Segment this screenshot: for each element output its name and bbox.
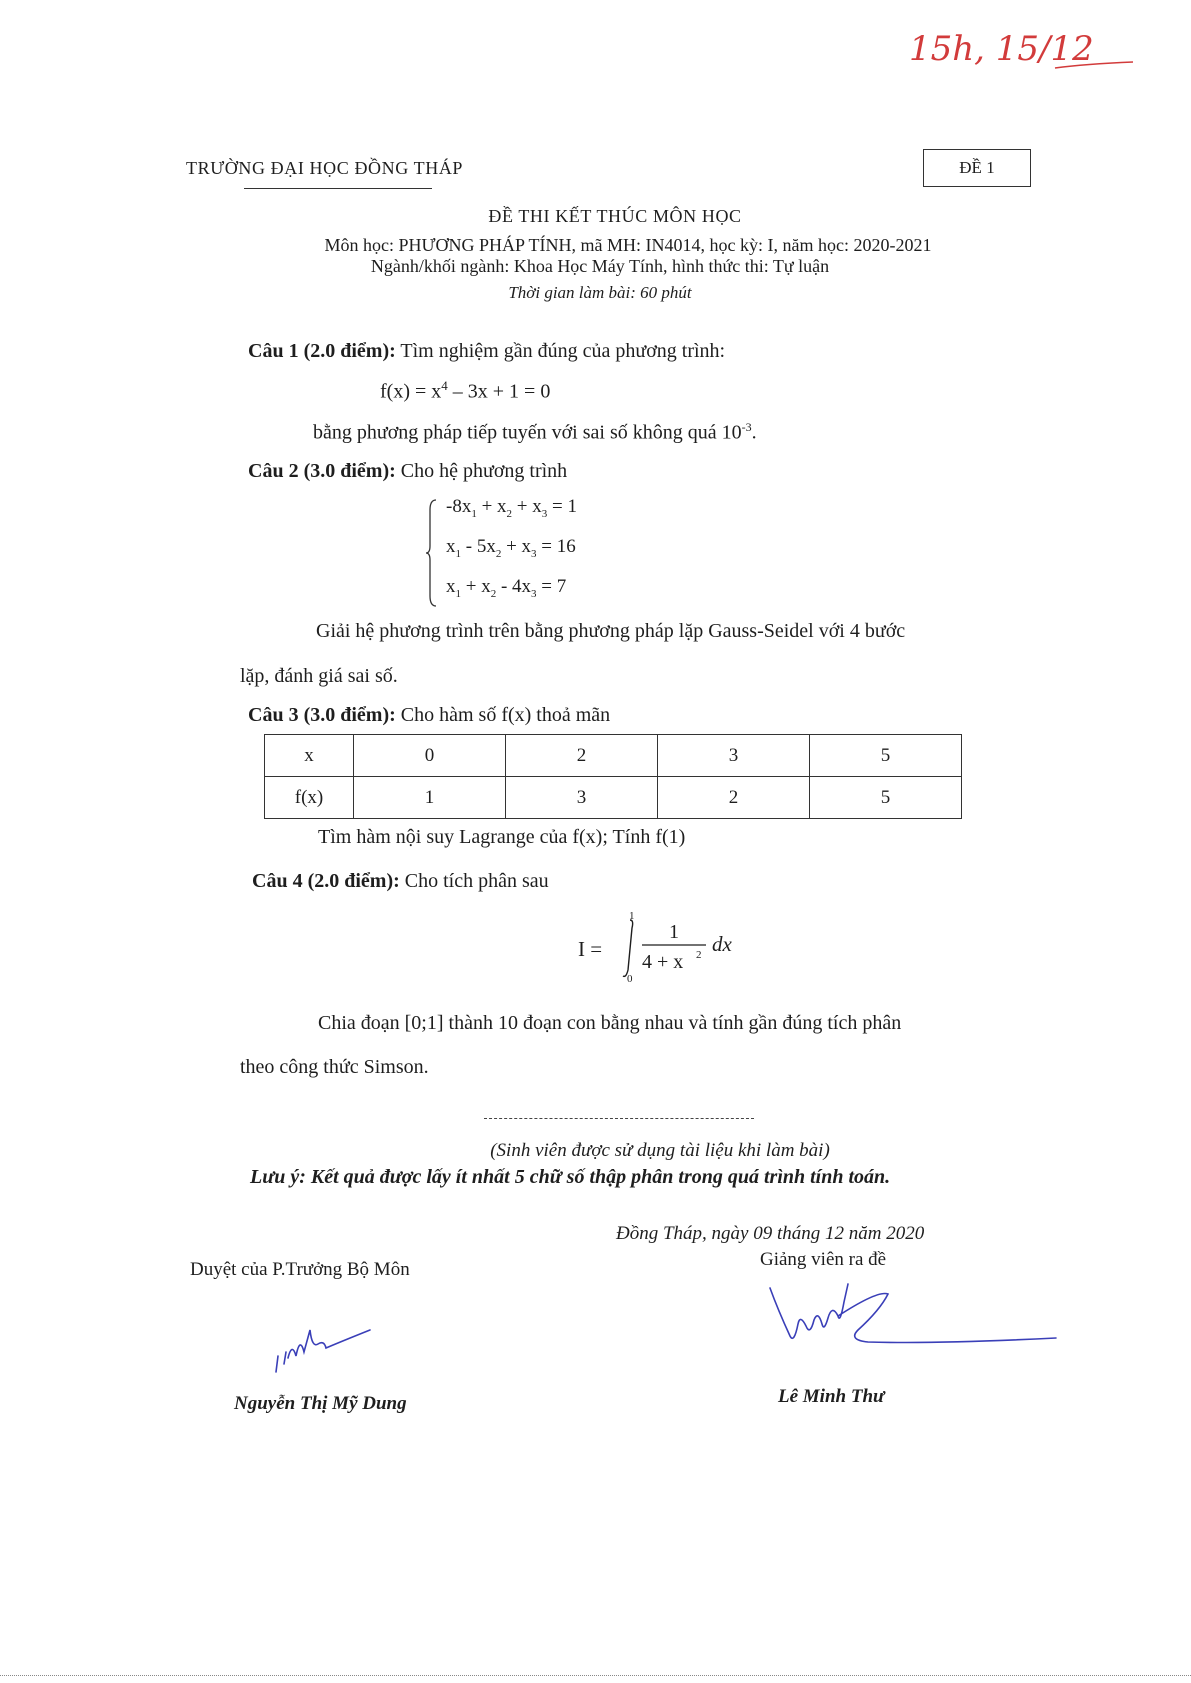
table-cell: 0 bbox=[354, 735, 506, 777]
integral-numerator: 1 bbox=[669, 921, 679, 943]
major-info: Ngành/khối ngành: Khoa Học Máy Tính, hình thức thi: Tự luận bbox=[370, 256, 830, 276]
table-cell: f(x) bbox=[265, 777, 354, 819]
q1-tolerance-end: . bbox=[751, 421, 757, 444]
integral-dx: dx bbox=[712, 932, 732, 956]
question-4 bbox=[252, 870, 549, 893]
question-4-text-3: theo công thức Simson. bbox=[240, 1056, 429, 1078]
lecturer-title: Giảng viên ra đề bbox=[760, 1249, 887, 1270]
system-equation-3: $x_1 + x_2 - 4x_3 = 7$ bbox=[446, 576, 567, 600]
lecturer-name: Lê Minh Thư bbox=[778, 1386, 885, 1407]
integral-upper-limit: 1 bbox=[629, 910, 635, 922]
question-4-text-2: Chia đoạn [0;1] thành 10 đoạn con bằng nhau và tính gần đúng tích phân bbox=[318, 1012, 902, 1034]
q1-tolerance-text: bằng phương pháp tiếp tuyến với sai số không quá 10 bbox=[313, 421, 742, 444]
divider-dashes bbox=[484, 1118, 754, 1119]
handwritten-note-text: 15h, 15/12 bbox=[909, 29, 1094, 69]
eq-left: f(x) = x bbox=[380, 380, 442, 403]
question-4-label: Câu 4 (2.0 điểm): bbox=[252, 870, 400, 892]
school-underline bbox=[244, 188, 432, 189]
question-2-text-2: Giải hệ phương trình trên bằng phương pháp lặp Gauss-Seidel với 4 bước bbox=[316, 620, 906, 642]
system-brace bbox=[425, 498, 437, 608]
question-2-text-3: lặp, đánh giá sai số. bbox=[240, 665, 398, 687]
table-row-x bbox=[265, 735, 962, 777]
note: Lưu ý: Kết quả được lấy ít nhất 5 chữ số thập phân trong quá trình tính toán. bbox=[250, 1166, 891, 1188]
system-equation-2: $x_1 - 5x_2 + x_3 = 16$ bbox=[446, 536, 576, 560]
question-1-text-2 bbox=[313, 420, 757, 445]
integral-lhs: I = bbox=[578, 937, 603, 961]
question-2 bbox=[248, 460, 567, 483]
approver-signature bbox=[270, 1312, 380, 1382]
school-name: TRƯỜNG ĐẠI HỌC ĐỒNG THÁP bbox=[186, 158, 464, 178]
integral-formula bbox=[578, 908, 748, 983]
exam-code-box: ĐỀ 1 bbox=[923, 149, 1031, 187]
question-1 bbox=[248, 340, 725, 363]
integral-denominator: 4 + x bbox=[642, 951, 684, 973]
approver-name: Nguyễn Thị Mỹ Dung bbox=[234, 1393, 407, 1414]
table-cell: 5 bbox=[810, 735, 962, 777]
question-4-text: Cho tích phân sau bbox=[404, 870, 549, 892]
table-cell: 2 bbox=[506, 735, 658, 777]
question-2-text: Cho hệ phương trình bbox=[400, 460, 568, 482]
exam-title: ĐỀ THI KẾT THÚC MÔN HỌC bbox=[488, 206, 742, 226]
q1-tolerance-exp: -3 bbox=[741, 420, 752, 434]
table-cell: 5 bbox=[810, 777, 962, 819]
eq-exponent: 4 bbox=[441, 378, 448, 393]
system-equation-1: $-8x_1 + x_2 + x_3 = 1$ bbox=[446, 496, 577, 520]
material-note: (Sinh viên được sử dụng tài liệu khi làm bài) bbox=[490, 1140, 830, 1161]
question-3 bbox=[248, 704, 610, 727]
question-2-label: Câu 2 (3.0 điểm): bbox=[248, 460, 396, 482]
question-1-equation bbox=[380, 378, 550, 404]
table-cell: 2 bbox=[658, 777, 810, 819]
bottom-scan-edge bbox=[0, 1675, 1191, 1676]
integral-lower-limit: 0 bbox=[627, 973, 633, 983]
table-cell: 3 bbox=[506, 777, 658, 819]
question-3-text-2: Tìm hàm nội suy Lagrange của f(x); Tính f(1) bbox=[318, 826, 686, 848]
question-3-text: Cho hàm số f(x) thoả mãn bbox=[400, 704, 611, 726]
lecturer-signature bbox=[768, 1280, 1058, 1370]
exam-duration: Thời gian làm bài: 60 phút bbox=[508, 283, 692, 302]
question-1-label: Câu 1 (2.0 điểm): bbox=[248, 340, 396, 362]
question-1-text: Tìm nghiệm gần đúng của phương trình: bbox=[400, 340, 726, 362]
handwritten-note bbox=[905, 18, 1135, 80]
data-table bbox=[264, 734, 962, 819]
table-cell: 1 bbox=[354, 777, 506, 819]
question-3-label: Câu 3 (3.0 điểm): bbox=[248, 704, 396, 726]
table-cell: 3 bbox=[658, 735, 810, 777]
place-date: Đồng Tháp, ngày 09 tháng 12 năm 2020 bbox=[616, 1223, 925, 1244]
integral-denominator-exponent: 2 bbox=[696, 949, 702, 961]
table-row-fx bbox=[265, 777, 962, 819]
eq-right: – 3x + 1 = 0 bbox=[447, 380, 551, 403]
approver-title: Duyệt của P.Trưởng Bộ Môn bbox=[190, 1259, 410, 1280]
integral-sign-icon bbox=[623, 920, 633, 976]
table-cell: x bbox=[265, 735, 354, 777]
course-info: Môn học: PHƯƠNG PHÁP TÍNH, mã MH: IN4014, học kỳ: I, năm học: 2020-2021 bbox=[324, 235, 932, 255]
